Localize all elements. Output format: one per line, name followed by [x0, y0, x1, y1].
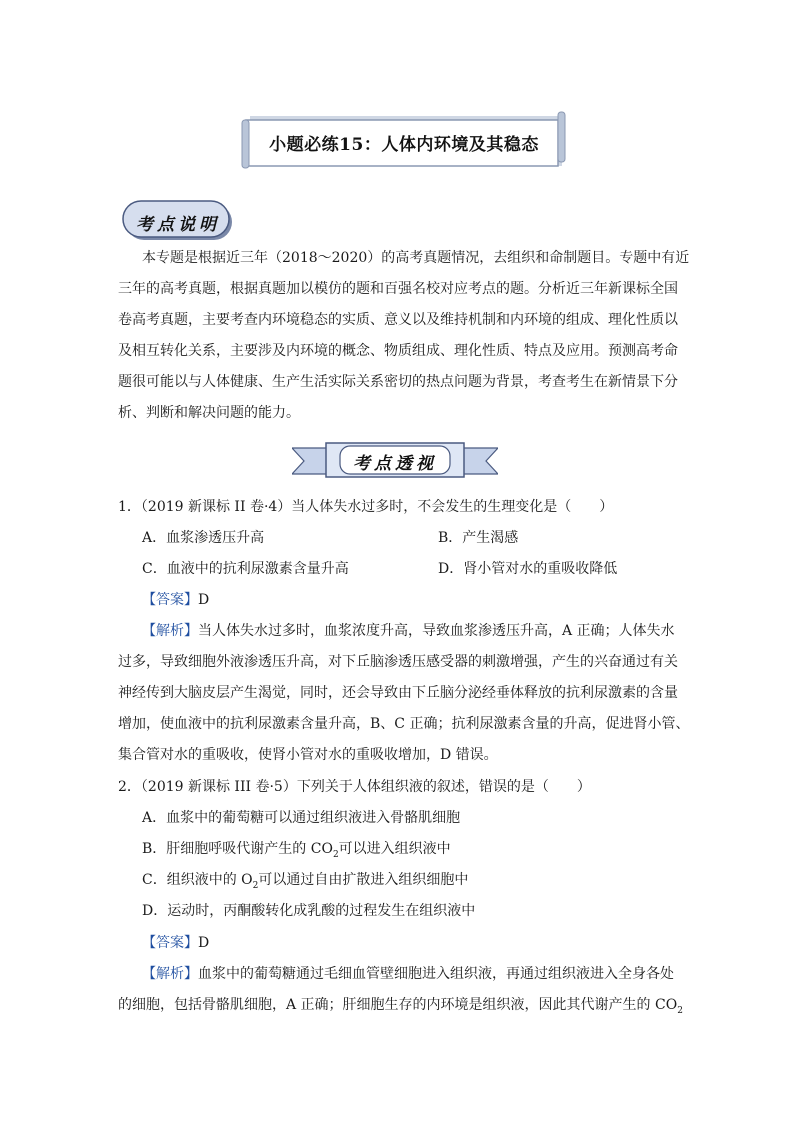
section-badge-kaodian-toushi: [292, 440, 498, 482]
q2-answer: [142, 933, 209, 953]
subscript: 2: [252, 880, 259, 891]
answer-value: D: [198, 935, 210, 951]
intro-line-6: 析、判断和解决问题的能力。: [118, 405, 300, 421]
page-title: 小题必练15：人体内环境及其稳态: [269, 135, 539, 155]
q1-stem: 1．（2019 新课标 II 卷·4）当人体失水过多时，不会发生的生理变化是（ ）: [118, 499, 614, 515]
answer-tag: 【答案】: [142, 935, 198, 951]
title-banner: [240, 110, 568, 170]
q1-option-d: D．肾小管对水的重吸收降低: [438, 561, 618, 577]
analysis-text: 当人体失水过多时，血浆浓度升高，导致血浆渗透压升高，A 正确；人体失水: [198, 623, 675, 639]
q1-analysis-line-1: [142, 621, 675, 641]
q1-analysis-line-4: 增加，使血液中的抗利尿激素含量升高，B、C 正确；抗利尿激素含量的升高，促进肾小管、: [118, 716, 690, 732]
q2-stem: 2．（2019 新课标 III 卷·5）下列关于人体组织液的叙述，错误的是（ ）: [118, 779, 591, 795]
q1-analysis-line-3: 神经传到大脑皮层产生渴觉，同时，还会导致由下丘脑分泌经垂体释放的抗利尿激素的含量: [118, 685, 678, 701]
intro-line-3: 卷高考真题，主要考查内环境稳态的实质、意义以及维持机制和内环境的组成、理化性质以: [118, 312, 678, 328]
q1-analysis-line-2: 过多，导致细胞外液渗透压升高，对下丘脑渗透压感受器的刺激增强，产生的兴奋通过有关: [118, 654, 678, 670]
q2-option-c: [142, 870, 468, 896]
analysis-tag: 【解析】: [142, 623, 198, 639]
subscript: 2: [677, 1005, 683, 1016]
section-badge-kaodian-shuoming: [122, 200, 234, 242]
badge-label: 考点说明: [136, 215, 220, 235]
option-text: 可以进入组织液中: [338, 841, 451, 857]
analysis-tag: 【解析】: [142, 966, 198, 982]
option-text: 可以通过自由扩散进入组织细胞中: [258, 872, 469, 888]
q2-option-d: D．运动时，丙酮酸转化成乳酸的过程发生在组织液中: [142, 903, 476, 919]
intro-line-5: 题很可能以与人体健康、生产生活实际关系密切的热点问题为背景，考查考生在新情景下分: [118, 374, 678, 390]
q2-analysis-line-1: [142, 964, 674, 984]
analysis-text: 的细胞，包括骨骼肌细胞，A 正确；肝细胞生存的内环境是组织液，因此其代谢产生的 CO: [118, 997, 678, 1013]
q2-option-b: [142, 839, 451, 865]
q2-option-a: A．血浆中的葡萄糖可以通过组织液进入骨骼肌细胞: [142, 810, 461, 826]
option-text: C．组织液中的 O: [142, 872, 253, 888]
q1-option-c: C．血液中的抗利尿激素含量升高: [142, 561, 349, 577]
intro-line-2: 三年的高考真题，根据真题加以模仿的题和百强名校对应考点的题。分析近三年新课标全国: [118, 281, 678, 297]
intro-line-4: 及相互转化关系，主要涉及内环境的概念、物质组成、理化性质、特点及应用。预测高考命: [118, 343, 678, 359]
q1-analysis-line-5: 集合管对水的重吸收，使肾小管对水的重吸收增加，D 错误。: [118, 747, 498, 763]
analysis-text: 血浆中的葡萄糖通过毛细血管壁细胞进入组织液，再通过组织液进入全身各处: [198, 966, 674, 982]
q1-answer: [142, 590, 209, 610]
intro-line-1: 本专题是根据近三年（2018～2020）的高考真题情况，去组织和命制题目。专题中有近: [142, 250, 690, 266]
subscript: 2: [332, 849, 339, 860]
q2-analysis-line-2: [118, 995, 683, 1021]
option-text: B．肝细胞呼吸代谢产生的 CO: [142, 841, 333, 857]
answer-tag: 【答案】: [142, 592, 198, 608]
badge-label: 考点透视: [353, 454, 437, 474]
q1-option-a: A．血浆渗透压升高: [142, 530, 265, 546]
q1-option-b: B．产生渴感: [438, 530, 519, 546]
answer-value: D: [198, 592, 210, 608]
